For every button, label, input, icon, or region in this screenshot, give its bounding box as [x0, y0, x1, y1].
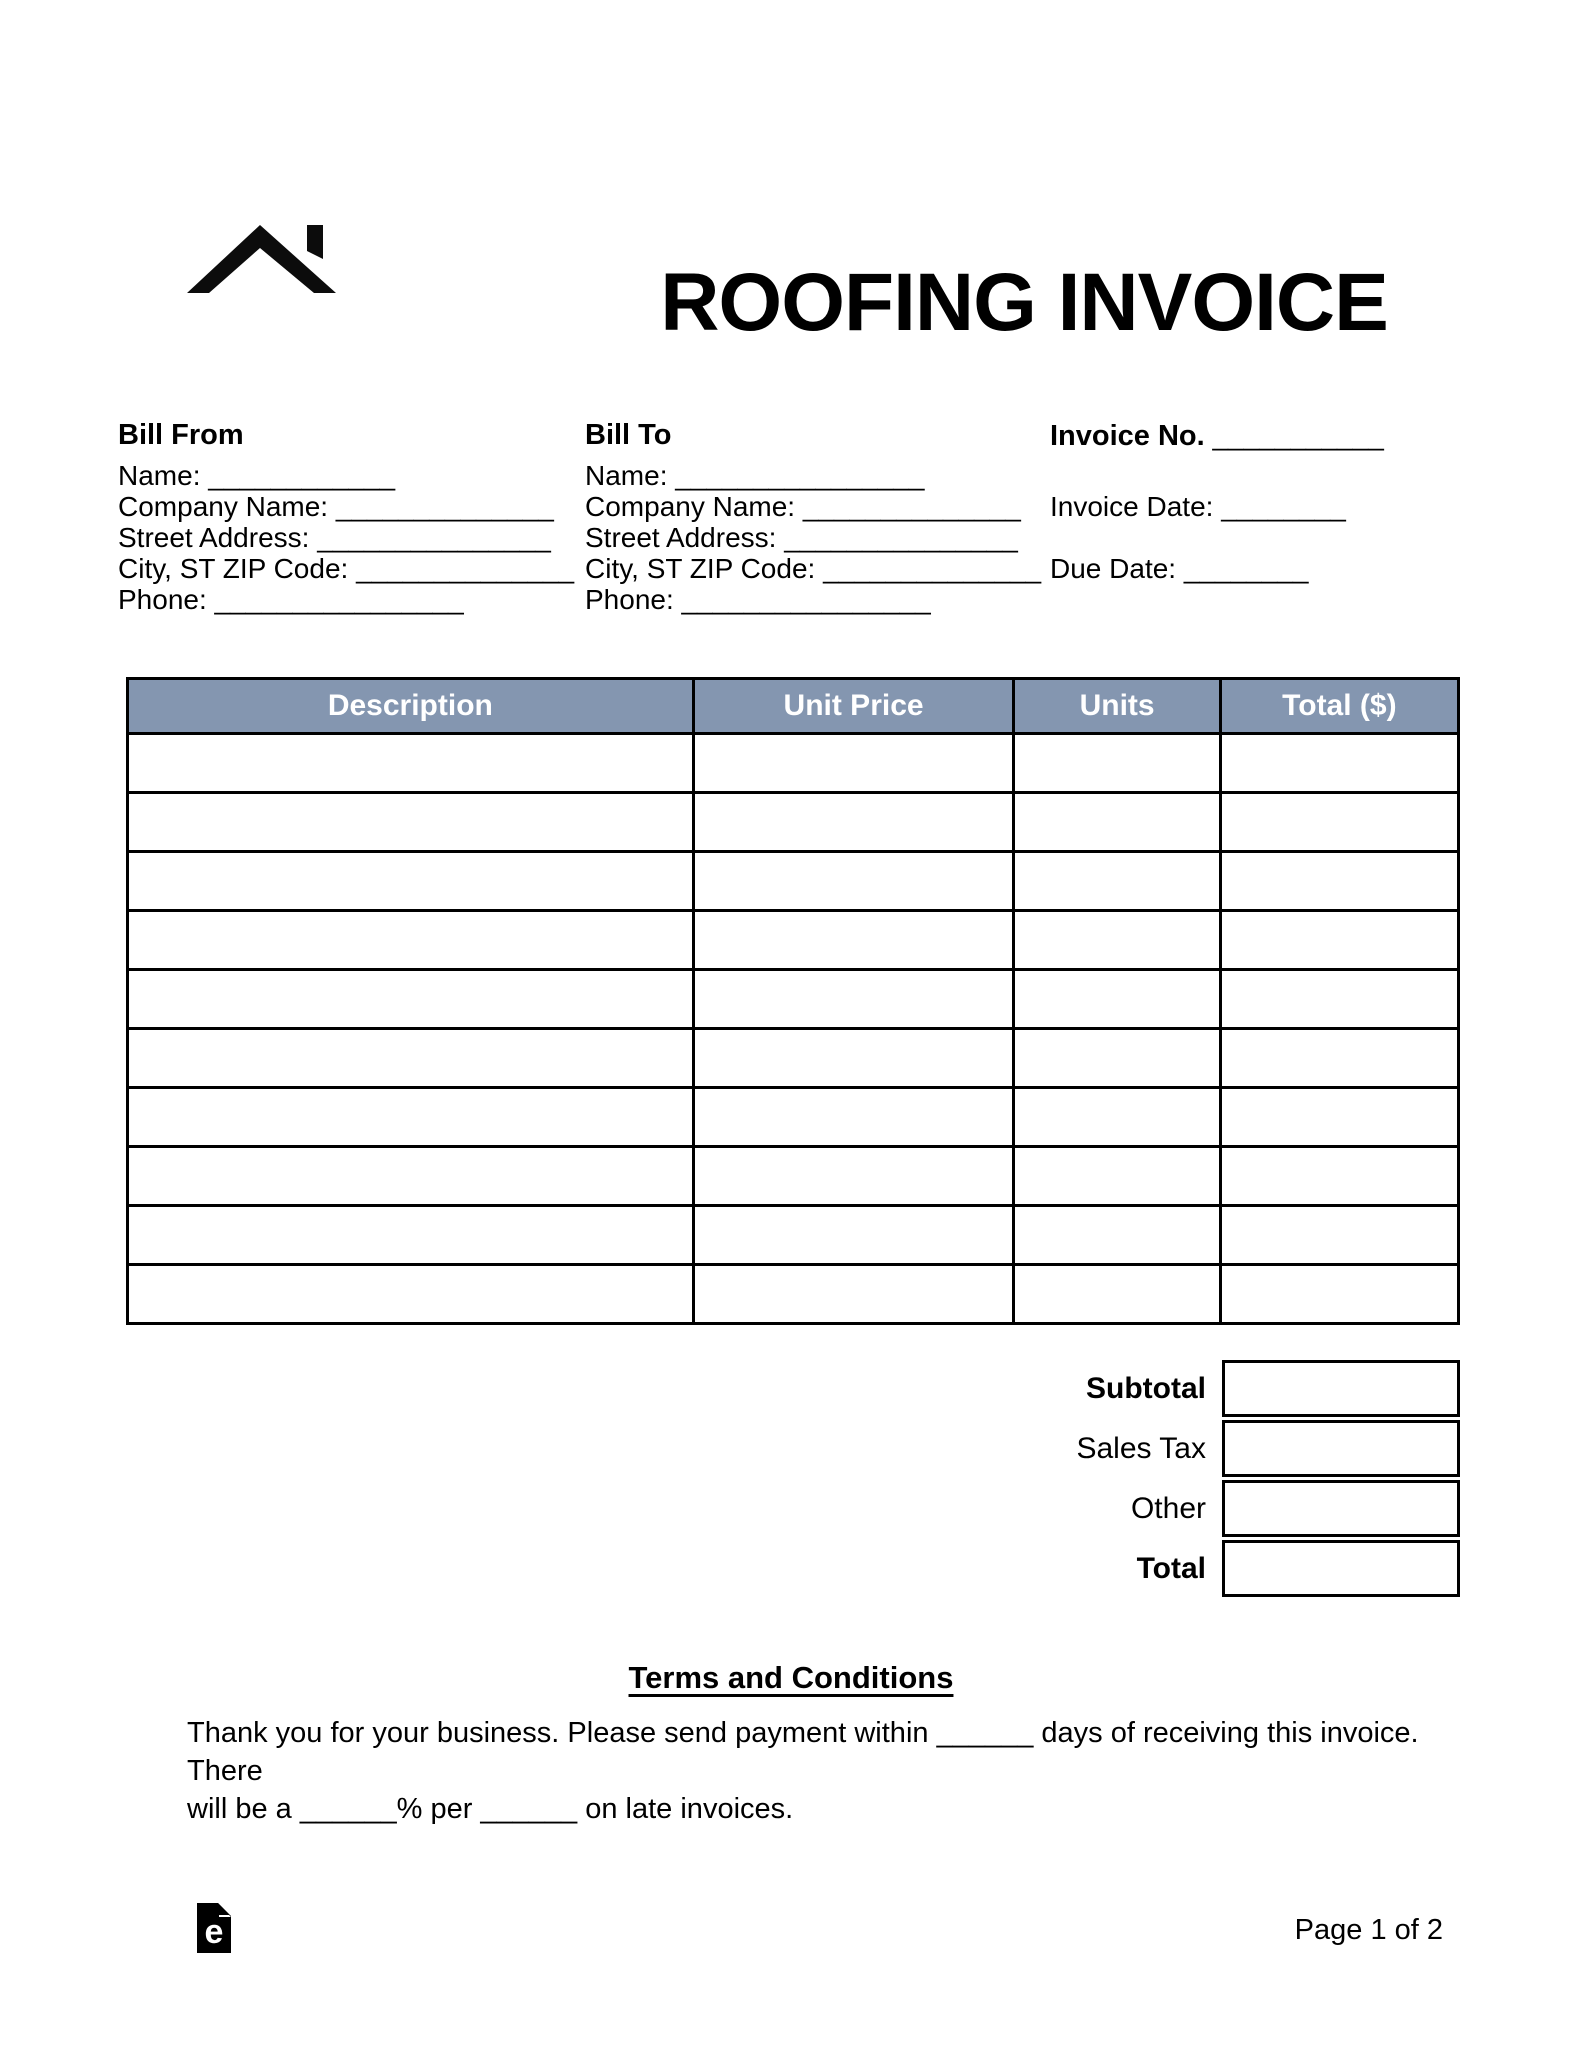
unit-price-cell[interactable]	[693, 852, 1014, 911]
bill-to-name-field[interactable]: Name: ________________	[585, 460, 925, 491]
description-cell[interactable]	[128, 793, 694, 852]
terms-paragraph	[187, 1714, 1457, 1828]
spacer	[1050, 522, 1384, 553]
unit-price-cell[interactable]	[693, 1088, 1014, 1147]
bill-from-name-field[interactable]: Name: ____________	[118, 460, 396, 491]
invoice-number-label: Invoice No.	[1050, 420, 1205, 452]
bill-from-phone-field[interactable]: Phone: ________________	[118, 584, 464, 615]
description-cell[interactable]	[128, 1265, 694, 1324]
total-cell[interactable]	[1220, 970, 1458, 1029]
bill-from-section	[118, 420, 574, 615]
total-label: Total	[1136, 1551, 1206, 1585]
bill-from-city-field[interactable]: City, ST ZIP Code: ______________	[118, 553, 575, 584]
bill-from-company-field[interactable]: Company Name: ______________	[118, 491, 554, 522]
terms-line-2: will be a ______% per ______ on late invoices.	[187, 1793, 794, 1825]
eforms-logo	[197, 1903, 231, 1953]
eforms-letter: e	[204, 1913, 224, 1951]
table-row	[128, 1265, 1459, 1324]
unit-price-cell[interactable]	[693, 1206, 1014, 1265]
bill-from-street-field[interactable]: Street Address: _______________	[118, 522, 551, 553]
bill-from-heading: Bill From	[118, 419, 244, 451]
total-cell[interactable]	[1220, 793, 1458, 852]
table-row	[128, 852, 1459, 911]
sales-tax-value-box[interactable]	[1222, 1420, 1460, 1477]
table-row	[128, 970, 1459, 1029]
bill-to-company-field[interactable]: Company Name: ______________	[585, 491, 1021, 522]
total-cell[interactable]	[1220, 1265, 1458, 1324]
page-number: Page 1 of 2	[1294, 1914, 1443, 1946]
table-row	[128, 1147, 1459, 1206]
description-cell[interactable]	[128, 1147, 694, 1206]
units-cell[interactable]	[1014, 852, 1220, 911]
invoice-date-line[interactable]: ________	[1213, 491, 1346, 522]
table-row	[128, 1029, 1459, 1088]
unit-price-cell[interactable]	[693, 1029, 1014, 1088]
subtotal-value-box[interactable]	[1222, 1360, 1460, 1417]
unit-price-cell[interactable]	[693, 793, 1014, 852]
description-cell[interactable]	[128, 852, 694, 911]
unit-price-cell[interactable]	[693, 970, 1014, 1029]
unit-price-cell[interactable]	[693, 911, 1014, 970]
terms-heading: Terms and Conditions	[628, 1660, 954, 1695]
due-date-line[interactable]: ________	[1176, 553, 1309, 584]
other-value-box[interactable]	[1222, 1480, 1460, 1537]
invoice-date-field[interactable]	[1050, 491, 1384, 522]
units-cell[interactable]	[1014, 1265, 1220, 1324]
roof-with-chimney-icon	[187, 225, 337, 295]
table-row	[128, 1206, 1459, 1265]
col-header-description: Description	[128, 679, 694, 734]
units-cell[interactable]	[1014, 1147, 1220, 1206]
invoice-number-field[interactable]	[1050, 420, 1384, 451]
sales-tax-label: Sales Tax	[1076, 1431, 1206, 1465]
unit-price-cell[interactable]	[693, 734, 1014, 793]
table-row	[128, 1088, 1459, 1147]
units-cell[interactable]	[1014, 1029, 1220, 1088]
total-cell[interactable]	[1220, 911, 1458, 970]
terms-line-1: Thank you for your business. Please send payment within ______ days of receiving this invoice. There	[187, 1717, 1419, 1787]
bill-to-street-field[interactable]: Street Address: _______________	[585, 522, 1018, 553]
total-cell[interactable]	[1220, 734, 1458, 793]
col-header-total: Total ($)	[1220, 679, 1458, 734]
description-cell[interactable]	[128, 734, 694, 793]
total-cell[interactable]	[1220, 1147, 1458, 1206]
description-cell[interactable]	[128, 970, 694, 1029]
bill-to-phone-field[interactable]: Phone: ________________	[585, 584, 931, 615]
spacer	[1050, 460, 1384, 491]
invoice-number-line[interactable]: ___________	[1204, 420, 1384, 451]
bill-to-heading: Bill To	[585, 419, 672, 451]
units-cell[interactable]	[1014, 734, 1220, 793]
total-cell[interactable]	[1220, 1206, 1458, 1265]
description-cell[interactable]	[128, 1029, 694, 1088]
invoice-date-label: Invoice Date:	[1050, 491, 1214, 522]
col-header-unit-price: Unit Price	[693, 679, 1014, 734]
other-label: Other	[1130, 1491, 1206, 1525]
due-date-field[interactable]	[1050, 553, 1384, 584]
totals-summary	[126, 1360, 1460, 1600]
subtotal-row	[126, 1360, 1460, 1417]
unit-price-cell[interactable]	[693, 1265, 1014, 1324]
total-value-box[interactable]	[1222, 1540, 1460, 1597]
bill-to-city-field[interactable]: City, ST ZIP Code: ______________	[585, 553, 1042, 584]
total-cell[interactable]	[1220, 1088, 1458, 1147]
units-cell[interactable]	[1014, 911, 1220, 970]
description-cell[interactable]	[128, 911, 694, 970]
total-row	[126, 1540, 1460, 1597]
total-cell[interactable]	[1220, 852, 1458, 911]
roof-logo	[187, 225, 337, 295]
units-cell[interactable]	[1014, 1088, 1220, 1147]
total-cell[interactable]	[1220, 1029, 1458, 1088]
units-cell[interactable]	[1014, 793, 1220, 852]
due-date-label: Due Date:	[1050, 553, 1177, 584]
invoice-meta-section	[1050, 420, 1384, 584]
page-title: ROOFING INVOICE	[660, 257, 1388, 348]
other-row	[126, 1480, 1460, 1537]
units-cell[interactable]	[1014, 1206, 1220, 1265]
col-header-units: Units	[1014, 679, 1220, 734]
units-cell[interactable]	[1014, 970, 1220, 1029]
unit-price-cell[interactable]	[693, 1147, 1014, 1206]
table-row	[128, 911, 1459, 970]
description-cell[interactable]	[128, 1088, 694, 1147]
table-header-row	[128, 679, 1459, 734]
bill-to-section	[585, 420, 1041, 615]
line-items-table	[126, 677, 1460, 1325]
table-row	[128, 793, 1459, 852]
subtotal-label: Subtotal	[1086, 1371, 1206, 1405]
description-cell[interactable]	[128, 1206, 694, 1265]
sales-tax-row	[126, 1420, 1460, 1477]
table-row	[128, 734, 1459, 793]
